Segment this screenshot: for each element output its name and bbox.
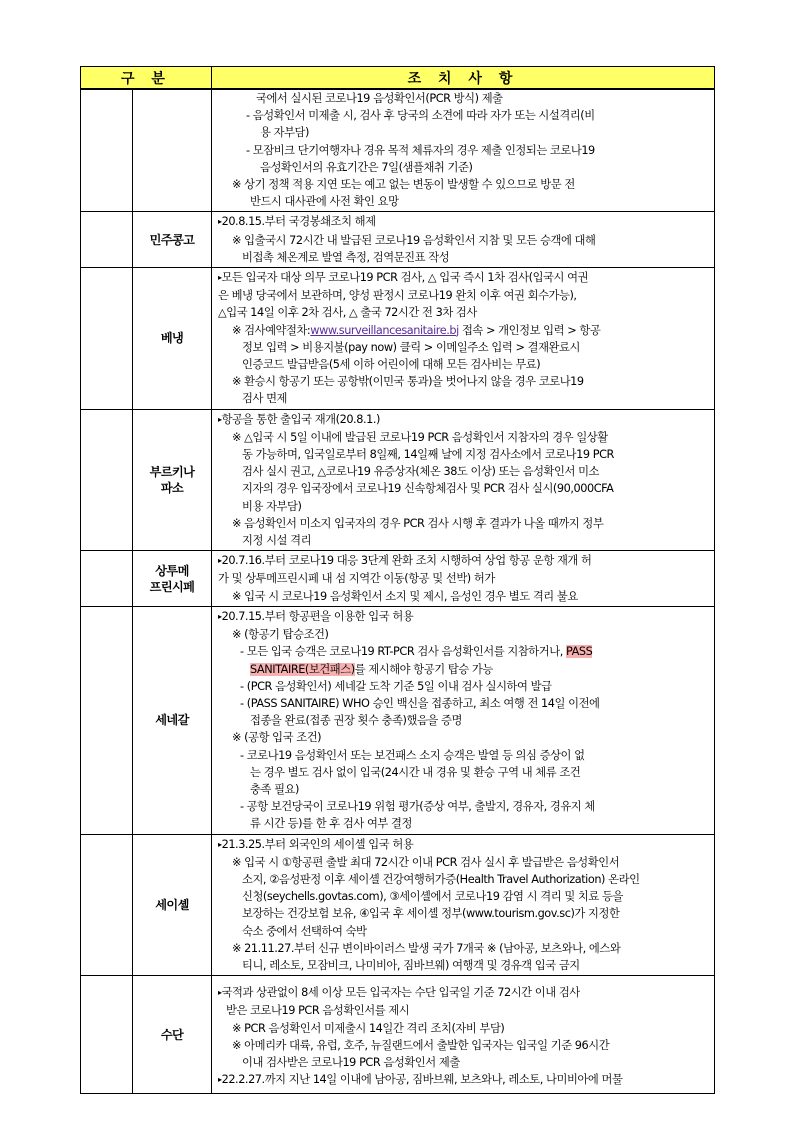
country-name: 수단 [133, 976, 212, 1094]
country-measures [212, 976, 715, 1094]
text-line: ▸20.7.16.부터 코로나19 대응 3단계 완화 조치 시행하여 상업 항공 운항 재개 허 [218, 554, 592, 568]
header-measures: 조 치 사 항 [212, 67, 715, 90]
text-line: 음성확인서의 유효기간은 7일(샘플채취 기준) [260, 160, 473, 174]
country-measures [212, 606, 715, 834]
text-line: 류 시간 등)를 한 후 검사 여부 결정 [250, 817, 412, 831]
country-measures [212, 834, 715, 976]
table-row [81, 551, 715, 607]
text-line: 숙소 중에서 선택하여 숙박 [242, 924, 367, 938]
text-line: - 코로나19 음성확인서 또는 보건패스 소지 승객은 발열 등 의심 증상이 없 [240, 748, 585, 762]
text-line: ※ 검사예약절차:www.surveillancesanitaire.bj 접속 > 개인정보 입력 > 항공 [232, 323, 601, 337]
text-line: ※ PCR 음성확인서 미제출시 14일간 격리 조치(자비 부담) [232, 1021, 505, 1035]
blank-cell [81, 976, 133, 1094]
measures-table [80, 66, 715, 1094]
text-line: - 모든 입국 승객은 코로나19 RT-PCR 검사 음성확인서를 지참하거나, PASS [240, 645, 593, 659]
continuation-content [212, 89, 715, 212]
text-line: 반드시 대사관에 사전 확인 요망 [250, 195, 399, 209]
text-line: - (PASS SANITAIRE) WHO 승인 백신을 접종하고, 최소 여행 전 14일 이전에 [240, 696, 600, 710]
text-line: 소지, ②음성판정 이후 세이셸 건강여행허가증(Health Travel Authorization) 온라인 [242, 872, 640, 886]
text-line: ※ 아메리카 대륙, 유럽, 호주, 뉴질랜드에서 출발한 입국자는 입국일 기준 96시간 [232, 1038, 610, 1052]
text-line: ▸모든 입국자 대상 의무 코로나19 PCR 검사, △ 입국 즉시 1차 검사(입국시 여권 [218, 271, 589, 285]
text-line: - (PCR 음성확인서) 세네갈 도착 기준 5일 이내 검사 실시하여 발급 [240, 679, 552, 693]
text-line: - 음성확인서 미제출 시, 검사 후 당국의 소견에 따라 자가 또는 시설격리(비 [246, 109, 595, 123]
highlighted-text: PASS [565, 645, 593, 659]
text-line: ※ 입국 시 코로나19 음성확인서 소지 및 제시, 음성인 경우 별도 격리 불요 [232, 589, 578, 603]
text-line: 신청(seychells.govtas.com), ③세이셸에서 코로나19 감염 시 격리 및 치료 등을 [242, 890, 623, 904]
text-line: 은 베냉 당국에서 보관하며, 양성 판정시 코로나19 완치 이후 여권 회수가능), [218, 289, 577, 303]
text-line: △입국 14일 이후 2차 검사, △ 출국 72시간 전 3차 검사 [218, 306, 477, 320]
table-row [81, 409, 715, 551]
blank-cell [133, 89, 212, 212]
text-line: 받은 코로나19 PCR 음성확인서를 제시 [226, 1004, 410, 1018]
text-line: ▸항공을 통한 출입국 재개(20.8.1.) [218, 412, 380, 426]
blank-cell [81, 834, 133, 976]
table-row [81, 606, 715, 834]
text-line: ※ △입국 시 5일 이내에 발급된 코로나19 PCR 음성확인서 지참자의 경우 일상활 [232, 430, 608, 444]
booking-link[interactable]: www.surveillancesanitaire.bj [310, 323, 459, 337]
table-row [81, 834, 715, 976]
text-line: ▸20.7.15.부터 항공편을 이용한 입국 허용 [218, 609, 414, 623]
text-line: 보장하는 건강보험 보유, ④입국 후 세이셸 정부(www.tourism.gov.sc)가 지정한 [242, 907, 620, 921]
document-page [80, 66, 714, 1094]
text-line: 비접촉 체온계로 발열 측정, 검역문진표 작성 [242, 250, 450, 264]
text-line: 국에서 실시된 코로나19 음성확인서(PCR 방식) 제출 [256, 92, 503, 105]
country-measures [212, 212, 715, 268]
blank-cell [81, 606, 133, 834]
highlighted-text: SANITAIRE(보건패스) [250, 662, 355, 676]
text-line: - 모잠비크 단기여행자나 경유 목적 체류자의 경우 제출 인정되는 코로나19 [246, 143, 595, 157]
text-line: ※ 환승시 항공기 또는 공항밖(이민국 통과)을 벗어나지 않을 경우 코로나19 [232, 375, 584, 389]
text-line: 이내 검사받은 코로나19 PCR 음성확인서 제출 [242, 1055, 460, 1069]
text-line: ※ (공항 입국 조건) [232, 731, 322, 745]
blank-cell [81, 268, 133, 410]
country-measures [212, 409, 715, 551]
blank-cell [81, 212, 133, 268]
text-line: 가 및 상투메프린시페 내 섬 지역간 이동(항공 및 선박) 허가 [218, 572, 495, 586]
country-name: 민주콩고 [133, 212, 212, 268]
text-line: 충족 필요) [250, 782, 299, 796]
country-name: 세이셸 [133, 834, 212, 976]
text-line: 동 가능하며, 입국일로부터 8일째, 14일째 날에 지정 검사소에서 코로나19 PCR [242, 448, 614, 462]
blank-cell [81, 89, 133, 212]
table-header-row [81, 67, 715, 90]
text-line: 정보 입력 > 비용지불(pay now) 클릭 > 이메일주소 입력 > 결재완료시 [242, 340, 580, 354]
text-line: 지자의 경우 입국장에서 코로나19 신속항체검사 및 PCR 검사 실시(90,000CFA [242, 482, 614, 496]
country-name: 베냉 [133, 268, 212, 410]
text-line: ※ 입국 시 ①항공편 출발 최대 72시간 이내 PCR 검사 실시 후 발급받은 음성확인서 [232, 855, 620, 869]
blank-cell [81, 409, 133, 551]
table-row [81, 89, 715, 212]
text-line: ※ 음성확인서 미소지 입국자의 경우 PCR 검사 시행 후 결과가 나올 때까지 정부 [232, 516, 604, 530]
text-line: ▸22.2.27.까지 지난 14일 이내에 남아공, 짐바브웨, 보츠와나, 레소토, 나미비아에 머물 [218, 1073, 623, 1087]
text-line: ※ 상기 정책 적용 지연 또는 예고 없는 변동이 발생할 수 있으므로 방문 전 [232, 178, 575, 192]
text-line: 티니, 레소토, 모잠비크, 나미비아, 짐바브웨) 여행객 및 경유객 입국 금지 [242, 958, 580, 972]
text-line: 는 경우 별도 검사 없이 입국(24시간 내 경유 및 환승 구역 내 체류 조건 [250, 765, 581, 779]
country-measures [212, 268, 715, 410]
text-line: 지정 시설 격리 [242, 534, 312, 548]
text-line: 비용 자부담) [242, 499, 302, 513]
country-name: 부르키나 파소 [133, 409, 212, 551]
table-row [81, 268, 715, 410]
text-line: ※ 21.11.27.부터 신규 변이바이러스 발생 국가 7개국 ※ (남아공, 보츠와나, 에스와 [232, 941, 621, 955]
country-name: 세네갈 [133, 606, 212, 834]
text-line: SANITAIRE(보건패스)를 제시해야 항공기 탑승 가능 [250, 662, 493, 676]
text-line: 접종을 완료(접종 권장 횟수 충족)했음을 증명 [250, 714, 462, 728]
text-line: 검사 면제 [242, 392, 287, 406]
text-line: ▸21.3.25.부터 외국인의 세이셸 입국 허용 [218, 837, 414, 851]
text-line: ▸20.8.15.부터 국경봉쇄조치 해제 [218, 215, 376, 229]
table-row [81, 212, 715, 268]
text-line: 검사 실시 권고, △코로나19 유증상자(체온 38도 이상) 또는 음성확인서 미소 [242, 465, 600, 479]
text-line: 인증코드 발급받음(5세 이하 어린이에 대해 모든 검사비는 무료) [242, 358, 541, 372]
text-line: ※ 입출국시 72시간 내 발급된 코로나19 음성확인서 지참 및 모든 승객에 대해 [232, 233, 596, 247]
text-line: ▸국적과 상관없이 8세 이상 모든 입국자는 수단 입국일 기준 72시간 이내 검사 [218, 986, 580, 1000]
text-line: ※ (항공기 탑승조건) [232, 628, 329, 642]
table-row [81, 976, 715, 1094]
blank-cell [81, 551, 133, 607]
header-category: 구 분 [81, 67, 212, 90]
country-name: 상투메 프린시페 [133, 551, 212, 607]
text-line: - 공항 보건당국이 코로나19 위험 평가(증상 여부, 출발지, 경유자, 경유지 체 [240, 800, 595, 814]
country-measures [212, 551, 715, 607]
text-line: 용 자부담) [260, 126, 309, 140]
